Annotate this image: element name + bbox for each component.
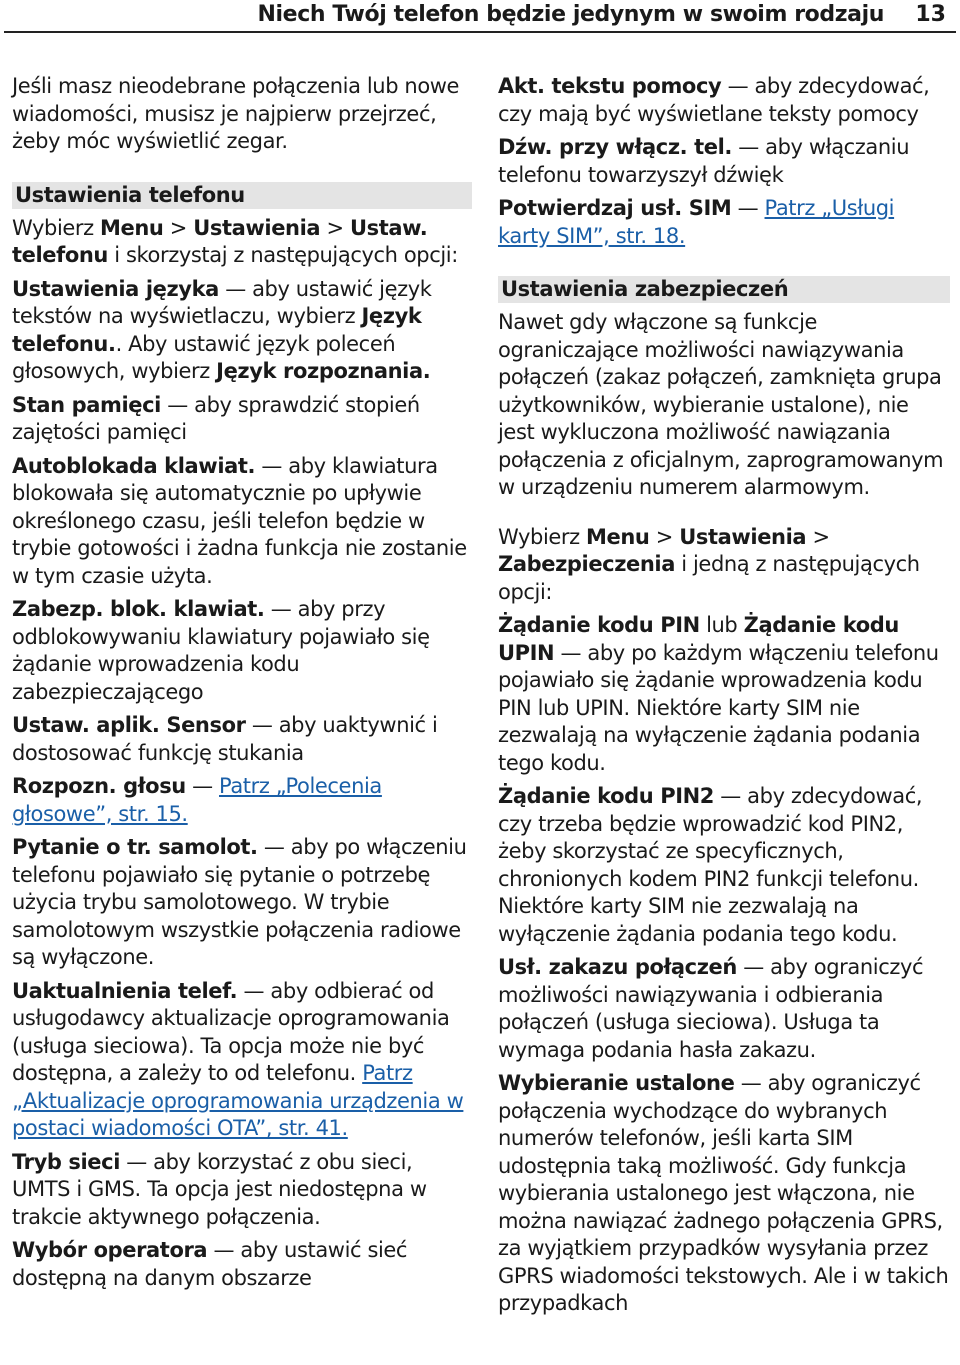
emergency-warning: Nawet gdy włączone są funkcje ograniczające możliwości nawiązywania połączeń (zakaz połączeń, zamknięta grupa użytkowników, wybieranie ustalone), nie jest wykluczona możliwość nawiązania połączenia z oficjalnym, zaprogramowanym w urządzeniu numerem alarmowym. (498, 310, 944, 499)
option-memory: Stan pamięci — aby sprawdzić stopień zajętości pamięci (12, 392, 420, 444)
running-title: Niech Twój telefon będzie jedynym w swoim rodzaju (257, 2, 884, 27)
option-help-text: Akt. tekstu pomocy — aby zdecydować, czy mają być wyświetlane teksty pomocy (498, 74, 930, 126)
right-column (498, 73, 950, 1324)
link-voice-commands[interactable]: Patrz „Polecenia głosowe”, str. 15. (12, 774, 382, 826)
option-call-barring: Usł. zakazu połączeń — aby ograniczyć możliwości nawiązywania i odbierania połączeń (usługa sieciowa). Usługa ta wymaga podania hasła zakazu. (498, 955, 924, 1062)
page-header (0, 0, 960, 34)
nav-instruction: Wybierz Menu > Ustawienia > Ustaw. telefonu i skorzystaj z następujących opcji: (12, 215, 458, 267)
settings-term: Ustawienia (193, 215, 321, 240)
phone-settings-term: Ustaw. telefonu (12, 215, 428, 267)
menu-term: Menu (100, 215, 164, 240)
option-sensor: Ustaw. aplik. Sensor — aby uaktywnić i dostosować funkcję stukania (12, 713, 438, 765)
option-fixed-dialing: Wybieranie ustalone — aby ograniczyć połączenia wychodzące do wybranych numerów telefonów, jeśli karta SIM udostępnia taką możliwość. Gdy funkcja wybierania ustalonego jest włączona, nie można nawiązać żadnego połączenia GPRS, za wyjątkiem przypadków wysyłania przez GPRS wiadomości tekstowych. Ale i w takich przypadkach (498, 1071, 949, 1315)
option-pin-request: Żądanie kodu PIN lub Żądanie kodu UPIN — aby po każdym włączeniu telefonu pojawiało się żądanie wprowadzenia kodu PIN lub UPIN. Niektóre karty SIM nie zezwalają na wyłączenie żądania podania tego kodu. (498, 613, 939, 775)
section-title-phone-settings: Ustawienia telefonu (12, 182, 472, 209)
page-number: 13 (915, 2, 946, 27)
option-flight-query: Pytanie o tr. samolot. — aby po włączeniu telefonu pojawiało się pytanie o potrzebę użycia trybu samolotowego. W trybie samolotowym wszystkie połączenia radiowe są wyłączone. (12, 835, 467, 969)
section-title-security: Ustawienia zabezpieczeń (498, 276, 950, 303)
link-sim-services[interactable]: Patrz „Usługi karty SIM”, str. 18. (498, 196, 895, 248)
option-updates: Uaktualnienia telef. — aby odbierać od usługodawcy aktualizacje oprogramowania (usługa sieciowa). Ta opcja może nie być dostępna, a zależy to od telefonu. Patrz „Aktualizacje oprogramowania urządzenia w postaci wiadomości OTA”, str. 41. (12, 978, 464, 1140)
left-column (12, 73, 472, 1298)
security-nav-instruction: Wybierz Menu > Ustawienia > Zabezpieczenia i jedną z następujących opcji: (498, 524, 920, 604)
option-startup-tone: Dźw. przy włącz. tel. — aby włączaniu telefonu towarzyszył dźwięk (498, 135, 910, 187)
option-network-mode: Tryb sieci — aby korzystać z obu sieci, UMTS i GMS. Ta opcja jest niedostępna w trakcie aktywnego połączenia. (12, 1149, 427, 1229)
header-rule (4, 31, 956, 33)
intro-paragraph: Jeśli masz nieodebrane połączenia lub nowe wiadomości, musisz je najpierw przejrzeć, żeby móc wyświetlić zegar. (12, 74, 460, 153)
option-language: Ustawienia języka — aby ustawić język tekstów na wyświetlaczu, wybierz Język telefonu.. Aby ustawić język poleceń głosowych, wybierz Język rozpoznania. (12, 276, 432, 383)
option-sim-services: Potwierdzaj usł. SIM — Patrz „Usługi karty SIM”, str. 18. (498, 196, 895, 248)
option-autolock: Autoblokada klawiat. — aby klawiatura blokowała się automatycznie po upływie określonego czasu, jeśli telefon będzie w trybie gotowości i żadna funkcja nie zostanie w tym czasie użyta. (12, 453, 467, 588)
option-operator: Wybór operatora — aby ustawić sieć dostępną na danym obszarze (12, 1238, 408, 1290)
option-pin2-request: Żądanie kodu PIN2 — aby zdecydować, czy trzeba będzie wprowadzić kod PIN2, żeby skorzystać ze specyficznych, chronionych kodem PIN2 funkcji telefonu. Niektóre karty SIM nie zezwalają na wyłączenie żądania podania tego kodu. (498, 784, 923, 946)
option-security-lock: Zabezp. blok. klawiat. — aby przy odblokowywaniu klawiatury pojawiało się żądanie wprowadzenia kodu zabezpieczającego (12, 597, 430, 704)
option-voice-recognition: Rozpozn. głosu — Patrz „Polecenia głosowe”, str. 15. (12, 774, 382, 826)
link-ota-updates[interactable]: Patrz „Aktualizacje oprogramowania urządzenia w postaci wiadomości OTA”, str. 41. (12, 1061, 464, 1140)
